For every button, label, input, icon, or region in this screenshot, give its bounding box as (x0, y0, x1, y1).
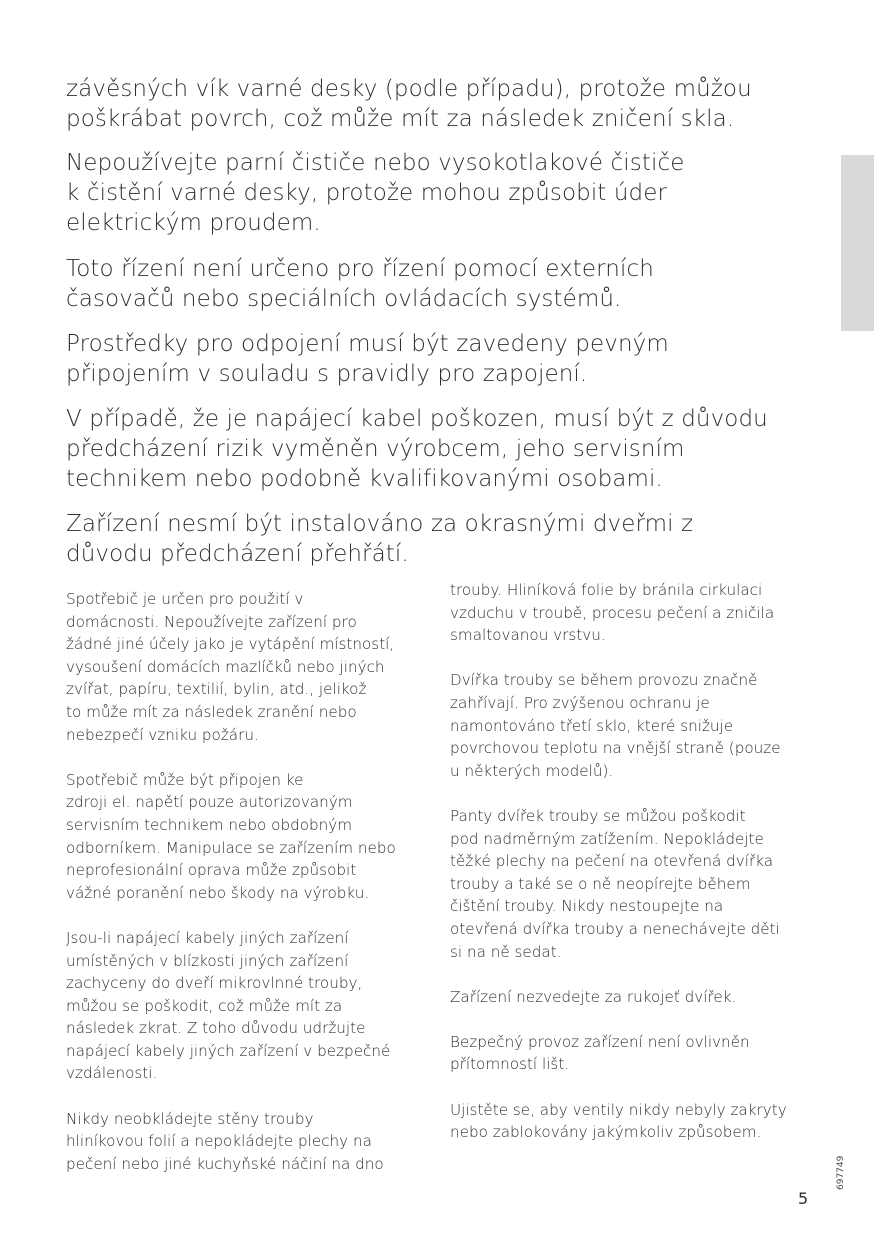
large-paragraph-3: Toto řízení není určeno pro řízení pomocí externích časovačů nebo speciálních ovládacích systémů. (66, 256, 654, 312)
page-number: 5 (798, 1189, 809, 1208)
section-tab-marker (841, 155, 874, 331)
right-paragraph-5: Bezpečný provoz zařízení není ovlivněn přítomností lišt. (450, 1032, 750, 1074)
right-paragraph-1: trouby. Hliníková folie by bránila cirkulaci vzduchu v troubě, procesu pečení a zničila smaltovanou vrstvu. (450, 581, 775, 645)
right-paragraph-2: Dvířka trouby se během provozu značně zahřívají. Pro zvýšenou ochranu je namontováno třetí sklo, které snižuje povrchovou teplotu na vnější straně (pouze u některých modelů). (450, 671, 781, 780)
left-paragraph-3: Jsou-li napájecí kabely jiných zařízení umístěných v blízkosti jiných zařízení zachyceny do dveří mikrovlnné trouby, můžou se poškodit, což může mít za následek zkrat. Z toho důvodu udržujte napájecí kabely jiných zařízení v bezpečné vzdálenosti. (66, 928, 391, 1083)
left-paragraph-4: Nikdy neobkládejte stěny trouby hliníkovou folií a nepokládejte plechy na pečení nebo jiné kuchyňské náčiní na dno (66, 1109, 384, 1173)
document-code: 697749 (836, 1155, 846, 1190)
left-paragraph-1: Spotřebič je určen pro použití v domácnosti. Nepoužívejte zařízení pro žádné jiné účely jako je vytápění místností, vysoušení domácích mazlíčků nebo jiných zvířat, papíru, textilií, bylin, atd., jelikož to může mít za následek zranění nebo nebezpečí vzniku požáru. (66, 590, 395, 744)
large-paragraph-1: závěsných vík varné desky (podle případu), protože můžou poškrábat povrch, což může mít za následek zničení skla. (66, 76, 752, 132)
large-paragraph-5: V případě, že je napájecí kabel poškozen, musí být z důvodu předcházení rizik vyměněn výrobcem, jeho servisním technikem nebo podobně kvalifikovanými osobami. (66, 406, 768, 492)
right-paragraph-6: Ujistěte se, aby ventily nikdy nebyly zakryty nebo zablokovány jakýmkoliv způsobem. (450, 1100, 787, 1142)
right-paragraph-3: Panty dvířek trouby se můžou poškodit pod nadměrným zatížením. Nepokládejte těžké plechy na pečení na otevřená dvířka trouby a také se o ně neopírejte během čištění trouby. Nikdy nestoupejte na otevřená dvířka trouby a nenechávejte děti si na ně sedat. (450, 806, 780, 961)
large-paragraph-4: Prostředky pro odpojení musí být zavedeny pevným připojením v souladu s pravidly pro zapojení. (66, 331, 669, 387)
left-paragraph-2: Spotřebič může být připojen ke zdroji el. napětí pouze autorizovaným servisním technikem nebo obdobným odborníkem. Manipulace se zařízením nebo neprofesionální oprava může způsobit vážné poranění nebo škody na výrobku. (66, 770, 396, 902)
large-paragraph-6: Zařízení nesmí být instalováno za okrasnými dveřmi z důvodu předcházení přehřátí. (66, 511, 694, 567)
right-column (450, 579, 820, 1144)
left-column (66, 588, 428, 1175)
right-paragraph-4: Zařízení nezvedejte za rukojeť dvířek. (450, 987, 737, 1006)
large-paragraph-2: Nepoužívejte parní čističe nebo vysokotlakové čističe k čistění varné desky, protože mohou způsobit úder elektrickým proudem. (66, 150, 685, 236)
